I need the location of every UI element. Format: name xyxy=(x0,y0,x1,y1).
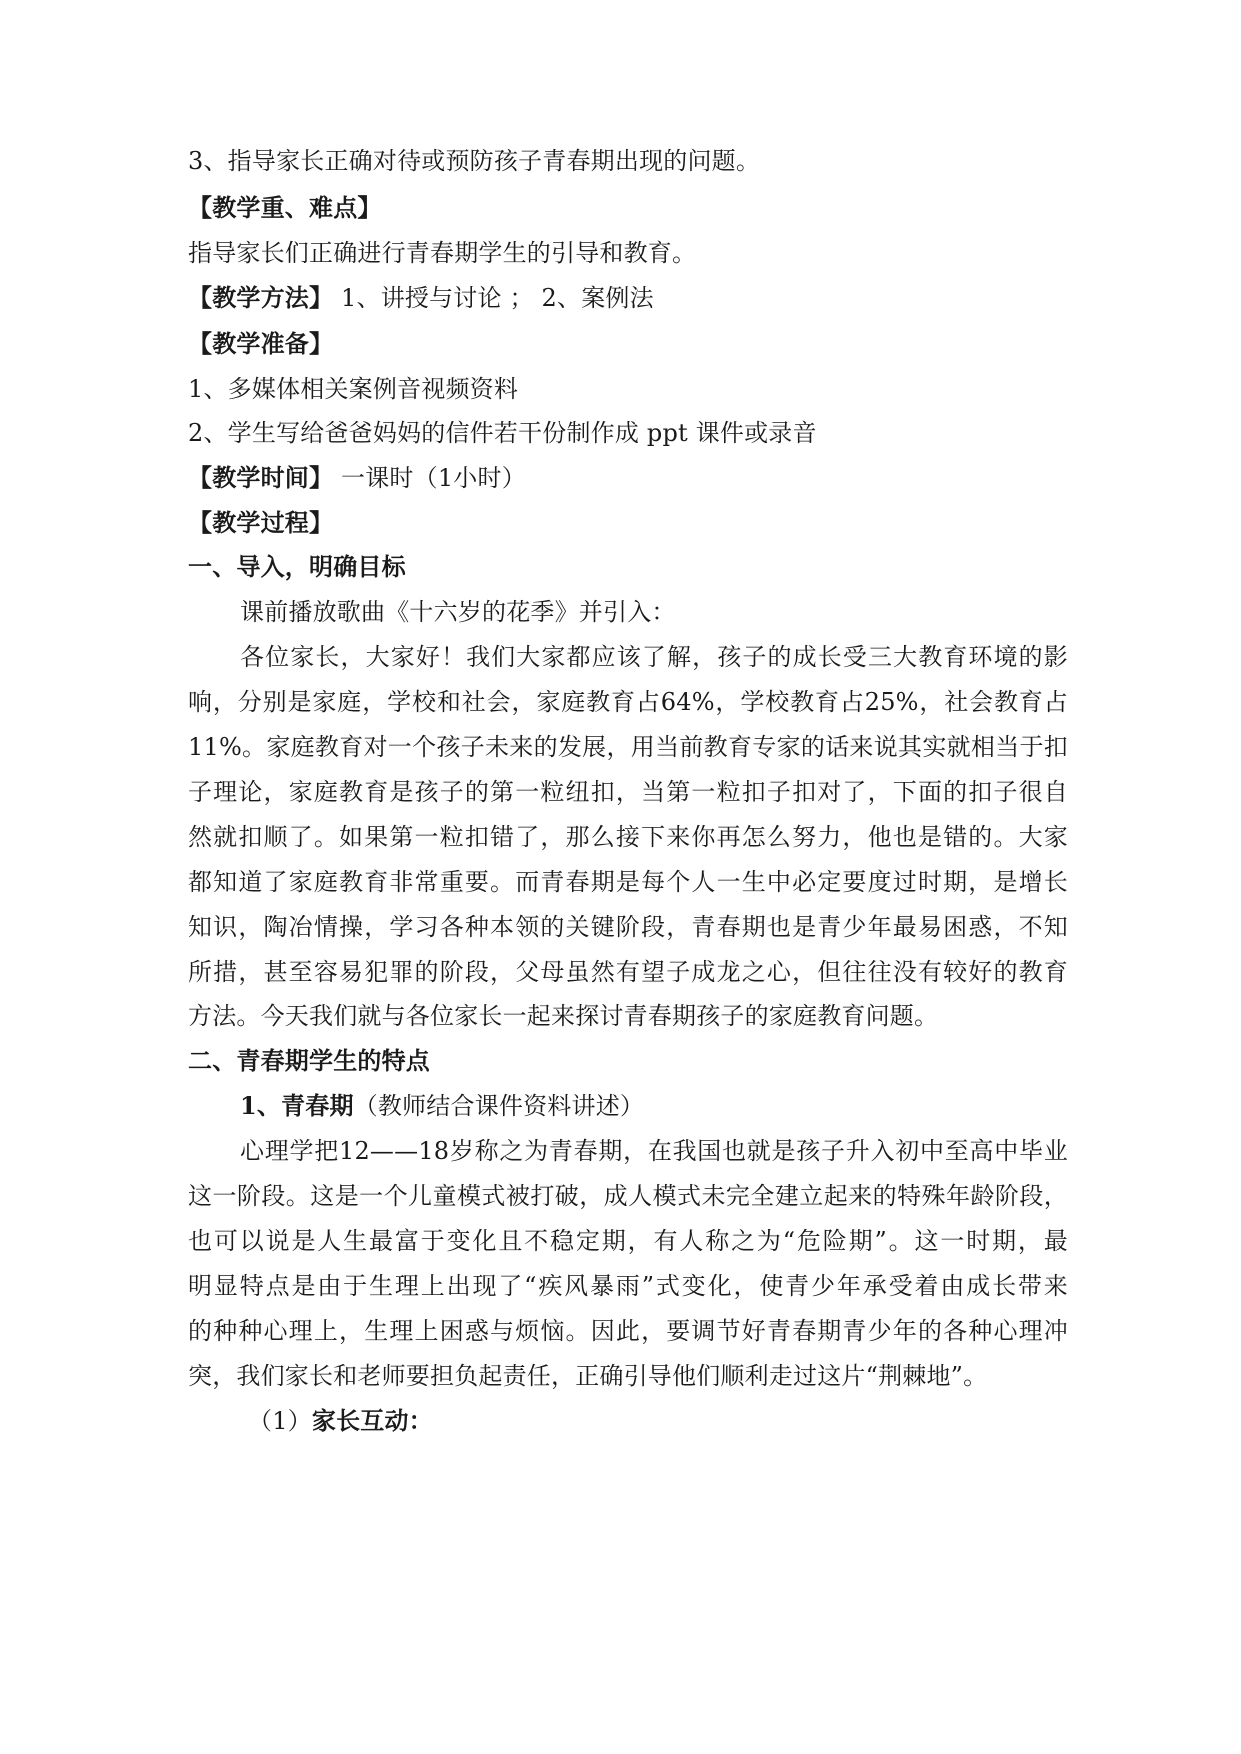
teaching-time-line xyxy=(188,463,1068,493)
teaching-methods-line xyxy=(188,283,1068,313)
parent-interaction-heading: 家长互动： xyxy=(311,1406,433,1435)
preparation-item-2: 2、学生写给爸爸妈妈的信件若干份制作成 ppt 课件或录音 xyxy=(188,419,817,447)
parent-interaction-line xyxy=(248,1406,1128,1436)
body-line: 这一阶段。这是一个儿童模式被打破，成人模式未完全建立起来的特殊年龄阶段， xyxy=(188,1182,1068,1210)
section-1-heading: 一、导入，明确目标 xyxy=(188,552,406,581)
subsection-1-heading: 1、青春期 xyxy=(240,1091,354,1120)
body-line: 各位家长，大家好！我们大家都应该了解，孩子的成长受三大教育环境的影 xyxy=(240,643,1068,671)
section-2-heading: 二、青春期学生的特点 xyxy=(188,1046,430,1075)
key-points-text: 指导家长们正确进行青春期学生的引导和教育。 xyxy=(188,239,697,267)
heading-teaching-methods: 【教学方法】 xyxy=(188,283,334,312)
subsection-1-line xyxy=(240,1091,1120,1121)
preparation-item-1: 1、多媒体相关案例音视频资料 xyxy=(188,375,519,403)
item-number: （1） xyxy=(248,1407,312,1435)
body-line: 方法。今天我们就与各位家长一起来探讨青春期孩子的家庭教育问题。 xyxy=(188,1002,939,1030)
body-line: 响，分别是家庭，学校和社会，家庭教育占64%，学校教育占25%，社会教育占 xyxy=(188,688,1068,716)
teaching-methods-text: 1、讲授与讨论 ； 2、案例法 xyxy=(333,284,654,312)
body-line: 的种种心理上，生理上困惑与烦恼。因此，要调节好青春期青少年的各种心理冲 xyxy=(188,1317,1068,1345)
body-line: 都知道了家庭教育非常重要。而青春期是每个人一生中必定要度过时期，是增长 xyxy=(188,868,1068,896)
heading-key-points: 【教学重、难点】 xyxy=(188,193,382,222)
body-line: 也可以说是人生最富于变化且不稳定期，有人称之为“危险期”。这一时期，最 xyxy=(188,1227,1068,1255)
body-line: 知识，陶冶情操，学习各种本领的关键阶段，青春期也是青少年最易困惑，不知 xyxy=(188,913,1068,941)
heading-preparation: 【教学准备】 xyxy=(188,329,334,358)
body-line: 明显特点是由于生理上出现了“疾风暴雨”式变化，使青少年承受着由成长带来 xyxy=(188,1272,1068,1300)
body-line: 突，我们家长和老师要担负起责任，正确引导他们顺利走过这片“荆棘地”。 xyxy=(188,1362,988,1390)
body-line: 心理学把12——18岁称之为青春期，在我国也就是孩子升入初中至高中毕业 xyxy=(240,1137,1068,1165)
objective-3: 3、指导家长正确对待或预防孩子青春期出现的问题。 xyxy=(188,147,761,175)
teaching-time-text: 一课时（1小时） xyxy=(333,464,526,492)
subsection-1-note: （教师结合课件资料讲述） xyxy=(353,1092,645,1120)
intro-paragraph: 课前播放歌曲《十六岁的花季》并引入： xyxy=(240,598,676,626)
body-line: 11%。家庭教育对一个孩子未来的发展，用当前教育专家的话来说其实就相当于扣 xyxy=(188,733,1068,761)
body-line: 所措，甚至容易犯罪的阶段，父母虽然有望子成龙之心，但往往没有较好的教育 xyxy=(188,958,1068,986)
body-line: 然就扣顺了。如果第一粒扣错了，那么接下来你再怎么努力，他也是错的。大家 xyxy=(188,823,1068,851)
heading-teaching-time: 【教学时间】 xyxy=(188,463,334,492)
body-line: 子理论，家庭教育是孩子的第一粒纽扣，当第一粒扣子扣对了，下面的扣子很自 xyxy=(188,778,1068,806)
heading-process: 【教学过程】 xyxy=(188,508,334,537)
